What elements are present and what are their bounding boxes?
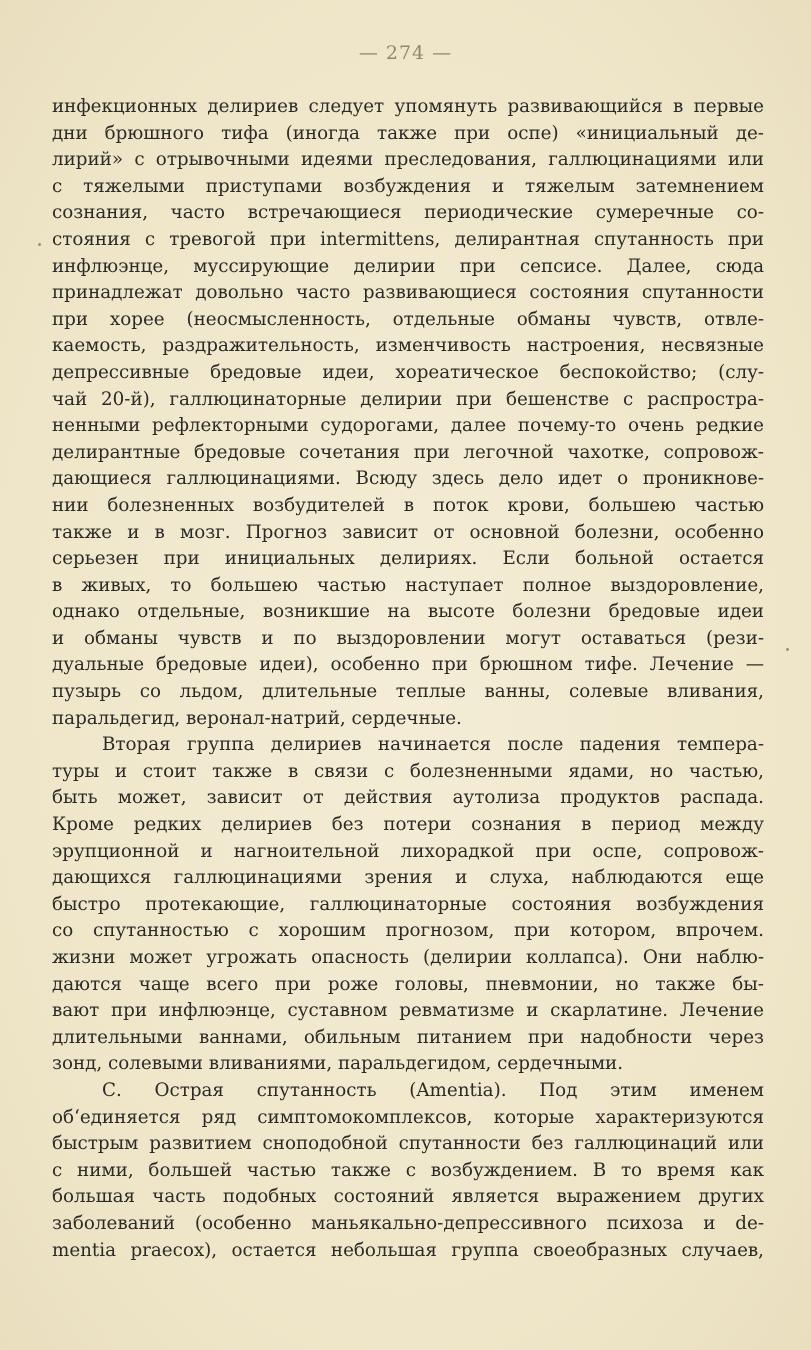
text-line: инфекционных делириев следует упомянуть развивающийся в первые (52, 96, 764, 117)
text-line: однако отдельные, возникшие на высоте болезни бредовые идеи (52, 601, 764, 623)
text-line: ненными рефлекторными судорогами, далее почему-то очень редкие (52, 415, 764, 437)
text-line: жизни может угрожать опасность (делирии коллапса). Они наблю- (52, 947, 764, 968)
text-line: серьезен при инициальных делириях. Если больной остается (52, 548, 764, 570)
text-line: лирий» с отрывочными идеями преследования, галлюцинациями или (52, 149, 764, 171)
section-heading-line: С. Острая спутанность (Amentia). Под этим именем (102, 1079, 764, 1101)
text-line: каемость, раздражительность, изменчивость настроения, несвязные (52, 335, 764, 357)
text-line: сознания, часто встречающиеся периодические сумеречные со- (52, 202, 764, 224)
text-line: вают при инфлюэнце, суставном ревматизме и скарлатине. Лечение (52, 1000, 764, 1022)
text-line: об‘единяется ряд симптомокомплексов, которые характеризуются (52, 1106, 764, 1128)
text-line: со спутанностью с хорошим прогнозом, при котором, впрочем. (52, 920, 764, 942)
text-line: быстрым развитием сноподобной спутанности без галлюцинаций или (52, 1133, 764, 1155)
paragraph-amentia (52, 1078, 764, 1264)
text-line: и обманы чувств и по выздоровлении могут оставаться (рези- (52, 627, 764, 649)
text-line: дающиеся галлюцинациями. Всюду здесь дело идет о проникнове- (52, 468, 764, 490)
text-line: туры и стоит также в связи с болезненными ядами, но частью, (52, 760, 764, 782)
text-line: быстро протекающие, галлюцинаторные состояния возбуждения (52, 893, 764, 915)
text-line: чай 20-й), галлюцинаторные делирии при бешенстве с распростра- (52, 388, 764, 410)
text-line: стояния с тревогой при intermittens, делирантная спутанность при (52, 228, 764, 250)
text-line: большая часть подобных состояний является выражением других (52, 1186, 764, 1208)
paper-speck (786, 648, 789, 651)
text-line: даются чаще всего при роже головы, пневмонии, но также бы- (52, 973, 764, 995)
text-line: заболеваний (особенно маньякально-депрессивного психоза и de- (52, 1212, 764, 1234)
text-line: с тяжелыми приступами возбуждения и тяжелым затемнением (52, 175, 764, 197)
paragraph-delirium-infectious (52, 94, 764, 732)
text-line: дающихся галлюцинациями зрения и слуха, наблюдаются еще (52, 867, 764, 889)
text-line: при хорее (неосмысленность, отдельные обманы чувств, отвле- (52, 308, 764, 330)
text-line: принадлежат довольно часто развивающиеся состояния спутанности (52, 282, 764, 304)
text-line: зонд, солевыми вливаниями, паральдегидом, сердечными. (52, 1053, 624, 1075)
text-line: инфлюэнце, муссирующие делирии при сепсисе. Далее, сюда (52, 255, 764, 277)
text-line: также и в мозг. Прогноз зависит от основной болезни, особенно (52, 521, 764, 543)
body-text (52, 94, 764, 1264)
text-line: пузырь со льдом, длительные теплые ванны, солевые вливания, (52, 681, 764, 703)
paper-speck (38, 243, 41, 246)
text-line: быть может, зависит от действия аутолиза продуктов распада. (52, 787, 764, 809)
page-number: — 274 — (358, 42, 453, 64)
text-line: дни брюшного тифа (иногда также при оспе) «инициальный де- (52, 122, 764, 144)
text-line: паральдегид, веронал-натрий, сердечные. (52, 707, 462, 729)
text-line: с ними, большей частью также с возбуждением. В то время как (52, 1159, 764, 1181)
text-line: делирантные бредовые сочетания при легочной чахотке, сопровож- (52, 441, 764, 463)
paragraph-delirium-second-group (52, 732, 764, 1078)
text-line: нии болезненных возбудителей в поток крови, большею частью (52, 494, 764, 516)
text-line: эрупционной и нагноительной лихорадкой при оспе, сопровож- (52, 840, 764, 862)
text-line: mentia praecox), остается небольшая группа своеобразных случаев, (52, 1239, 764, 1261)
text-line: длительными ваннами, обильным питанием при надобности через (52, 1026, 764, 1048)
text-line: в живых, то большею частью наступает полное выздоровление, (52, 574, 764, 596)
text-line: депрессивные бредовые идеи, хореатическое беспокойство; (слу- (52, 361, 764, 383)
text-line: Вторая группа делириев начинается после падения темпера- (102, 734, 764, 756)
text-line: Кроме редких делириев без потери сознания в период между (52, 814, 764, 836)
text-line: дуальные бредовые идеи), особенно при брюшном тифе. Лечение — (52, 654, 764, 676)
